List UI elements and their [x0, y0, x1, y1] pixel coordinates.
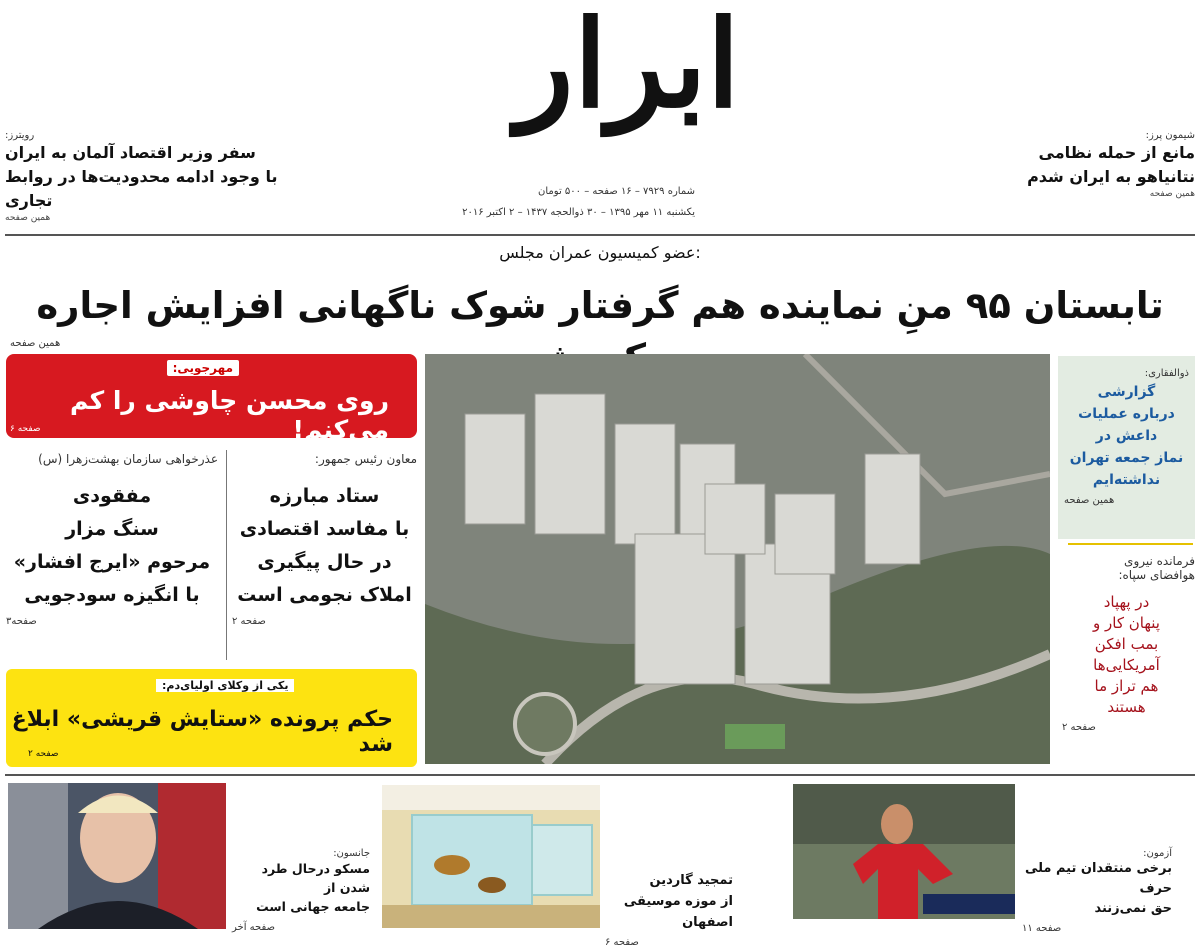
story-page: صفحه آخر [232, 922, 276, 933]
box-line: نماز جمعه تهران [1069, 450, 1184, 466]
story-line: مرحوم «ایرج افشار» [13, 551, 211, 573]
story-grave-stone[interactable] [6, 452, 218, 627]
right-box[interactable] [1058, 356, 1195, 539]
story-page: صفحه ۲ [1062, 722, 1096, 733]
story-kicker: آزمون: [1143, 848, 1172, 859]
newspaper-logo: ابرار [515, 0, 740, 135]
red-box-page: صفحه ۶ [10, 424, 41, 434]
red-box-kicker: مهرجویی: [167, 360, 239, 376]
teaser-line-2: نتانیاهو به ایران شدم [1027, 167, 1195, 186]
teaser-page: همین صفحه [1149, 189, 1195, 199]
teaser-line-1: مانع از حمله نظامی [1038, 143, 1195, 162]
red-box-headline: روی محسن چاوشی را کم می‌کنم! [69, 386, 389, 444]
box-line: گزارشی [1097, 384, 1156, 400]
story-line-1: برخی منتقدان تیم ملی حرف [1024, 861, 1172, 896]
story-irgc[interactable] [1058, 554, 1195, 733]
story-page: صفحه ۱۱ [1022, 923, 1062, 934]
story-kicker-1: فرمانده نیروی [1124, 554, 1195, 568]
teaser-kicker: شیمون پرز: [1145, 130, 1195, 141]
story-johnson[interactable] [232, 848, 370, 933]
story-kicker: عذرخواهی سازمان بهشت‌زهرا (س) [38, 452, 218, 466]
story-line: املاک نجومی است [237, 584, 412, 606]
story-line: آمریکایی‌ها [1093, 656, 1160, 674]
lead-overline: عضو کمیسیون عمران مجلس: [499, 243, 701, 262]
teaser-top-left[interactable] [5, 130, 305, 223]
story-kicker: معاون رئیس جمهور: [314, 452, 417, 466]
teaser-top-right[interactable] [1020, 130, 1195, 199]
story-page: صفحه۳ [6, 616, 37, 627]
story-page: صفحه ۶ [605, 937, 639, 948]
tehran-aerial-photo[interactable] [425, 354, 1050, 764]
story-line: سنگ مزار [65, 518, 159, 540]
box-line: داعش در [1095, 428, 1158, 444]
yellow-box-kicker: یکی از وکلای اولیای‌دم: [156, 679, 294, 692]
divider [1068, 543, 1193, 545]
football-illustration [793, 784, 1015, 919]
story-national-team[interactable] [1022, 848, 1172, 934]
box-line: درباره عملیات [1078, 406, 1175, 422]
lead-headline[interactable]: تابستان ۹۵ منِ نماینده هم گرفتار شوک ناگهانی افزایش اجاره [36, 284, 1164, 327]
lead-page: همین صفحه [10, 338, 61, 349]
story-museum[interactable] [605, 870, 733, 948]
story-kicker-2: هوافضای سپاه: [1118, 568, 1195, 582]
story-line-1: تمجید گاردین [649, 873, 733, 888]
yellow-teaser-box[interactable] [6, 669, 417, 767]
story-line: مفقودی [72, 485, 152, 507]
story-line: هستند [1107, 698, 1146, 716]
story-line-1: مسکو درحال طرد شدن از [261, 861, 370, 895]
story-line: ستاد مبارزه [269, 485, 380, 507]
football-photo[interactable] [793, 784, 1015, 919]
story-line: بمب افکن [1094, 635, 1159, 653]
issue-info-2: یکشنبه ۱۱ مهر ۱۳۹۵ – ۳۰ ذوالحجه ۱۴۳۷ – ۲ اکتبر ۲۰۱۶ [462, 207, 695, 218]
story-line-2: از موزه موسیقی اصفهان [623, 894, 733, 930]
story-kicker: جانسون: [333, 848, 370, 859]
story-line: در پهپاد [1103, 593, 1150, 611]
box-line: نداشته‌ایم [1092, 472, 1161, 488]
box-page: همین صفحه [1064, 495, 1115, 506]
story-line: پنهان کار و [1093, 614, 1160, 632]
story-line: هم تراز ما [1094, 677, 1159, 695]
yellow-box-headline: حکم پرونده «ستایش قریشی» ابلاغ شد [11, 707, 393, 757]
masthead [440, 0, 760, 174]
teaser-page: همین صفحه [5, 213, 51, 223]
story-line-2: جامعه جهانی است [256, 899, 370, 914]
story-anti-corruption[interactable] [232, 452, 417, 627]
teaser-line-2: با وجود ادامه محدودیت‌ها در روابط تجاری [5, 167, 278, 210]
red-teaser-box[interactable] [6, 354, 417, 444]
divider [5, 234, 1195, 236]
issue-info-1: شماره ۷۹۲۹ – ۱۶ صفحه – ۵۰۰ تومان [538, 186, 695, 197]
teaser-kicker: رویترز: [5, 130, 35, 141]
museum-photo[interactable] [382, 785, 600, 928]
column-divider [226, 450, 227, 660]
story-line-2: حق نمی‌زنند [1094, 901, 1172, 916]
teaser-line-1: سفر وزیر اقتصاد آلمان به ایران [5, 143, 256, 162]
box-kicker: ذوالفقاری: [1144, 368, 1189, 379]
story-line: در حال پیگیری [257, 551, 392, 573]
story-line: با مفاسد اقتصادی [239, 518, 410, 540]
divider [5, 774, 1195, 776]
city-illustration [425, 354, 1050, 764]
story-line: با انگیزه سودجویی [24, 584, 200, 606]
portrait-illustration [8, 783, 226, 929]
story-page: صفحه ۲ [232, 616, 266, 627]
museum-illustration [382, 785, 600, 928]
johnson-photo[interactable] [8, 783, 226, 929]
yellow-box-page: صفحه ۲ [28, 749, 59, 759]
